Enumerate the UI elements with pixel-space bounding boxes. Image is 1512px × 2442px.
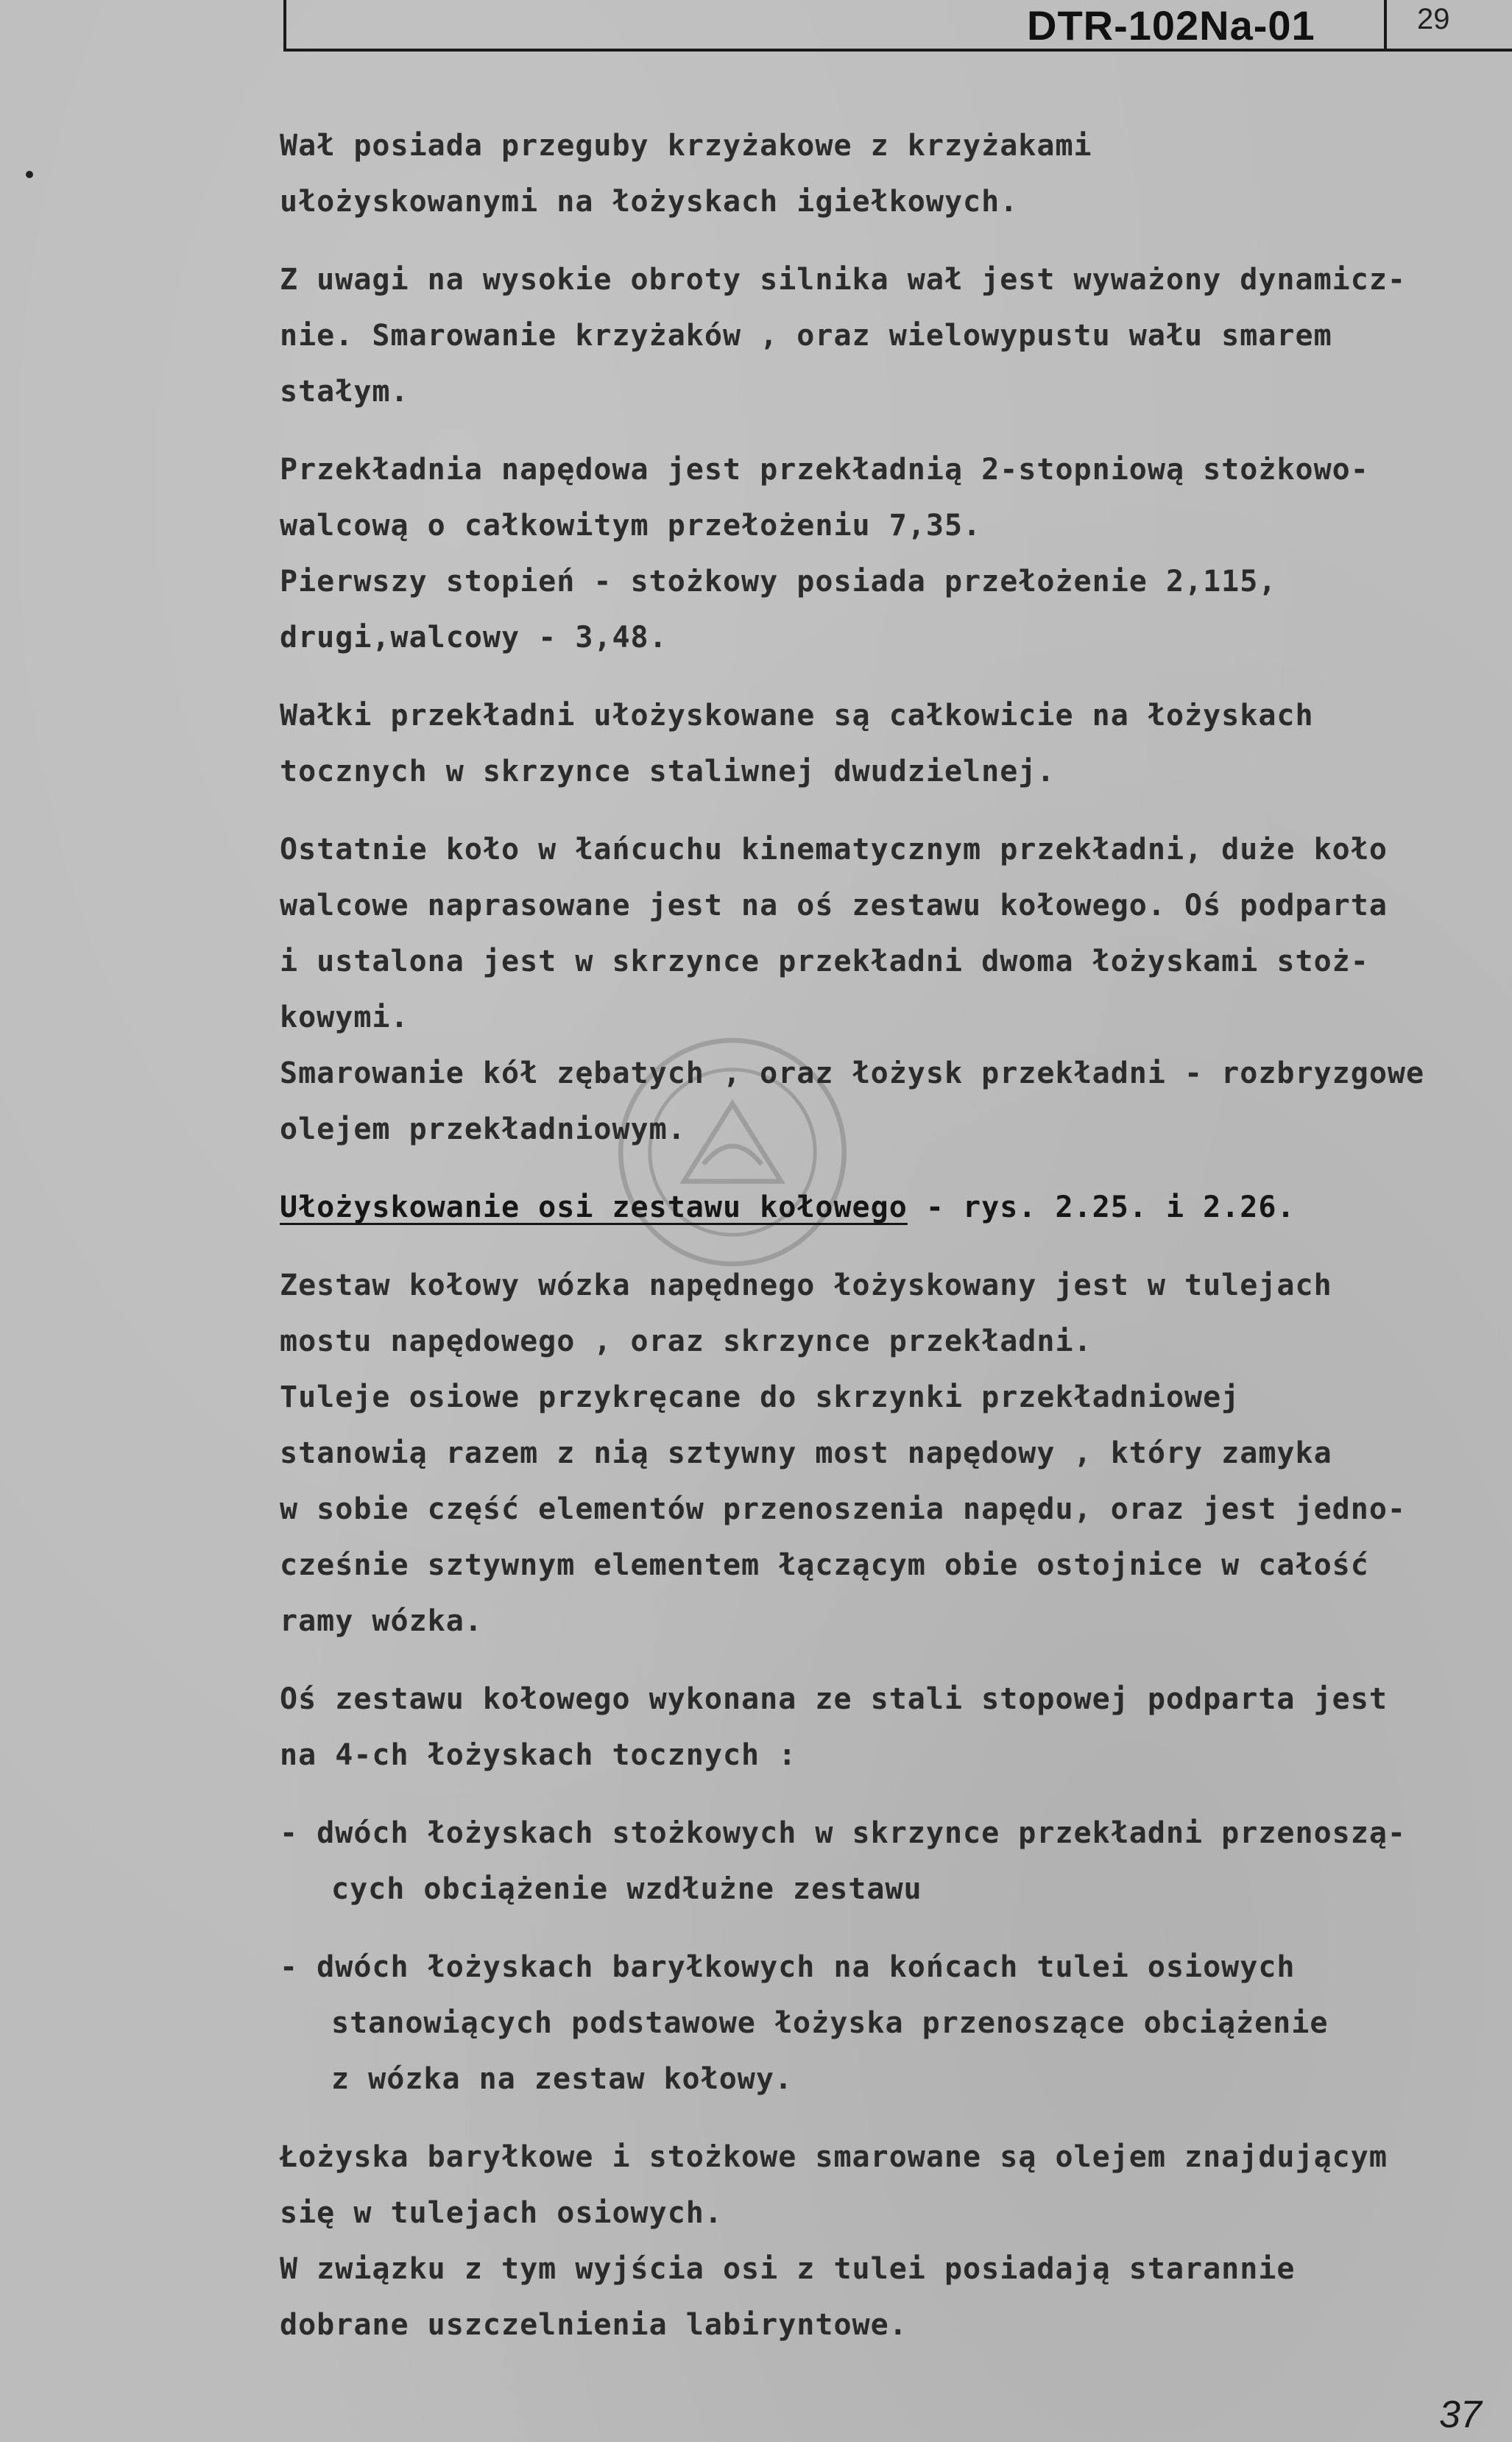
text-line: walcową o całkowitym przełożeniu 7,35. bbox=[280, 509, 982, 543]
paragraph-5 bbox=[280, 822, 1494, 1157]
section-heading-line bbox=[280, 1179, 1494, 1235]
text-line: na 4-ch łożyskach tocznych : bbox=[280, 1738, 797, 1772]
text-line: Wał posiada przeguby krzyżakowe z krzyżakami bbox=[280, 129, 1092, 163]
text-line: W związku z tym wyjścia osi z tulei posiadają starannie bbox=[280, 2252, 1296, 2286]
text-line: olejem przekładniowym. bbox=[280, 1112, 686, 1146]
text-line: kowymi. bbox=[280, 1001, 409, 1034]
section-heading bbox=[280, 1179, 1494, 1235]
section-heading-title: Ułożyskowanie osi zestawu kołowego bbox=[280, 1190, 908, 1224]
text-line: Wałki przekładni ułożyskowane są całkowicie na łożyskach bbox=[280, 699, 1314, 733]
text-line: i ustalona jest w skrzynce przekładni dwoma łożyskami stoż- bbox=[280, 945, 1369, 978]
text-line: w sobie część elementów przenoszenia napędu, oraz jest jedno- bbox=[280, 1492, 1407, 1526]
document-body bbox=[280, 118, 1494, 2353]
document-code: DTR-102Na-01 bbox=[1027, 2, 1315, 49]
bullet-text-line: stanowiących podstawowe łożyska przenoszące obciążenie bbox=[331, 2006, 1329, 2040]
text-line: stałym. bbox=[280, 375, 409, 409]
header-box-left-border bbox=[283, 0, 286, 52]
text-line: Zestaw kołowy wózka napędnego łożyskowany jest w tulejach bbox=[280, 1268, 1332, 1302]
text-line: Oś zestawu kołowego wykonana ze stali stopowej podparta jest bbox=[280, 1682, 1388, 1716]
text-line: ułożyskowanymi na łożyskach igiełkowych. bbox=[280, 185, 1019, 219]
text-line: Pierwszy stopień - stożkowy posiada przełożenie 2,115, bbox=[280, 565, 1277, 599]
margin-dot-mark bbox=[26, 171, 33, 178]
header-box-divider bbox=[1384, 0, 1387, 52]
bullet-text-line: - dwóch łożyskach stożkowych w skrzynce przekładni przenoszą- bbox=[280, 1816, 1407, 1850]
text-line: Przekładnia napędowa jest przekładnią 2-stopniową stożkowo- bbox=[280, 453, 1369, 487]
bullet-text-line: - dwóch łożyskach baryłkowych na końcach tulei osiowych bbox=[280, 1950, 1296, 1984]
text-line: Z uwagi na wysokie obroty silnika wał jest wyważony dynamicz- bbox=[280, 263, 1407, 297]
text-line: się w tulejach osiowych. bbox=[280, 2196, 723, 2230]
text-line: ramy wózka. bbox=[280, 1604, 483, 1638]
bullet-item-2 bbox=[280, 1939, 1494, 2107]
bullet-text-line: z wózka na zestaw kołowy. bbox=[331, 2062, 794, 2096]
text-line: Tuleje osiowe przykręcane do skrzynki przekładniowej bbox=[280, 1380, 1240, 1414]
page-number: 29 bbox=[1417, 3, 1450, 35]
header-box-bottom-border bbox=[283, 49, 1512, 52]
paragraph-2 bbox=[280, 252, 1494, 420]
text-line: Smarowanie kół zębatych , oraz łożysk przekładni - rozbryzgowe bbox=[280, 1056, 1425, 1090]
text-line: Łożyska baryłkowe i stożkowe smarowane są olejem znajdującym bbox=[280, 2140, 1388, 2174]
sheet-number: 37 bbox=[1439, 2393, 1482, 2436]
paragraph-7 bbox=[280, 1671, 1494, 1783]
text-line: cześnie sztywnym elementem łączącym obie ostojnice w całość bbox=[280, 1548, 1369, 1582]
text-line: walcowe naprasowane jest na oś zestawu kołowego. Oś podparta bbox=[280, 889, 1388, 922]
bullet-item-1 bbox=[280, 1805, 1494, 1917]
paragraph-6 bbox=[280, 1257, 1494, 1649]
paragraph-1 bbox=[280, 118, 1494, 230]
section-heading-figure-ref: - rys. 2.25. i 2.26. bbox=[907, 1190, 1296, 1224]
paragraph-closing bbox=[280, 2129, 1494, 2353]
text-line: mostu napędowego , oraz skrzynce przekładni. bbox=[280, 1324, 1092, 1358]
bullet-text-line: cych obciążenie wzdłużne zestawu bbox=[331, 1872, 922, 1906]
text-line: dobrane uszczelnienia labiryntowe. bbox=[280, 2308, 908, 2342]
text-line: stanowią razem z nią sztywny most napędowy , który zamyka bbox=[280, 1436, 1332, 1470]
text-line: Ostatnie koło w łańcuchu kinematycznym przekładni, duże koło bbox=[280, 833, 1388, 867]
paragraph-4 bbox=[280, 688, 1494, 800]
text-line: tocznych w skrzynce staliwnej dwudzielnej. bbox=[280, 755, 1056, 788]
paragraph-3 bbox=[280, 442, 1494, 666]
text-line: drugi,walcowy - 3,48. bbox=[280, 621, 668, 654]
text-line: nie. Smarowanie krzyżaków , oraz wielowypustu wału smarem bbox=[280, 319, 1332, 353]
